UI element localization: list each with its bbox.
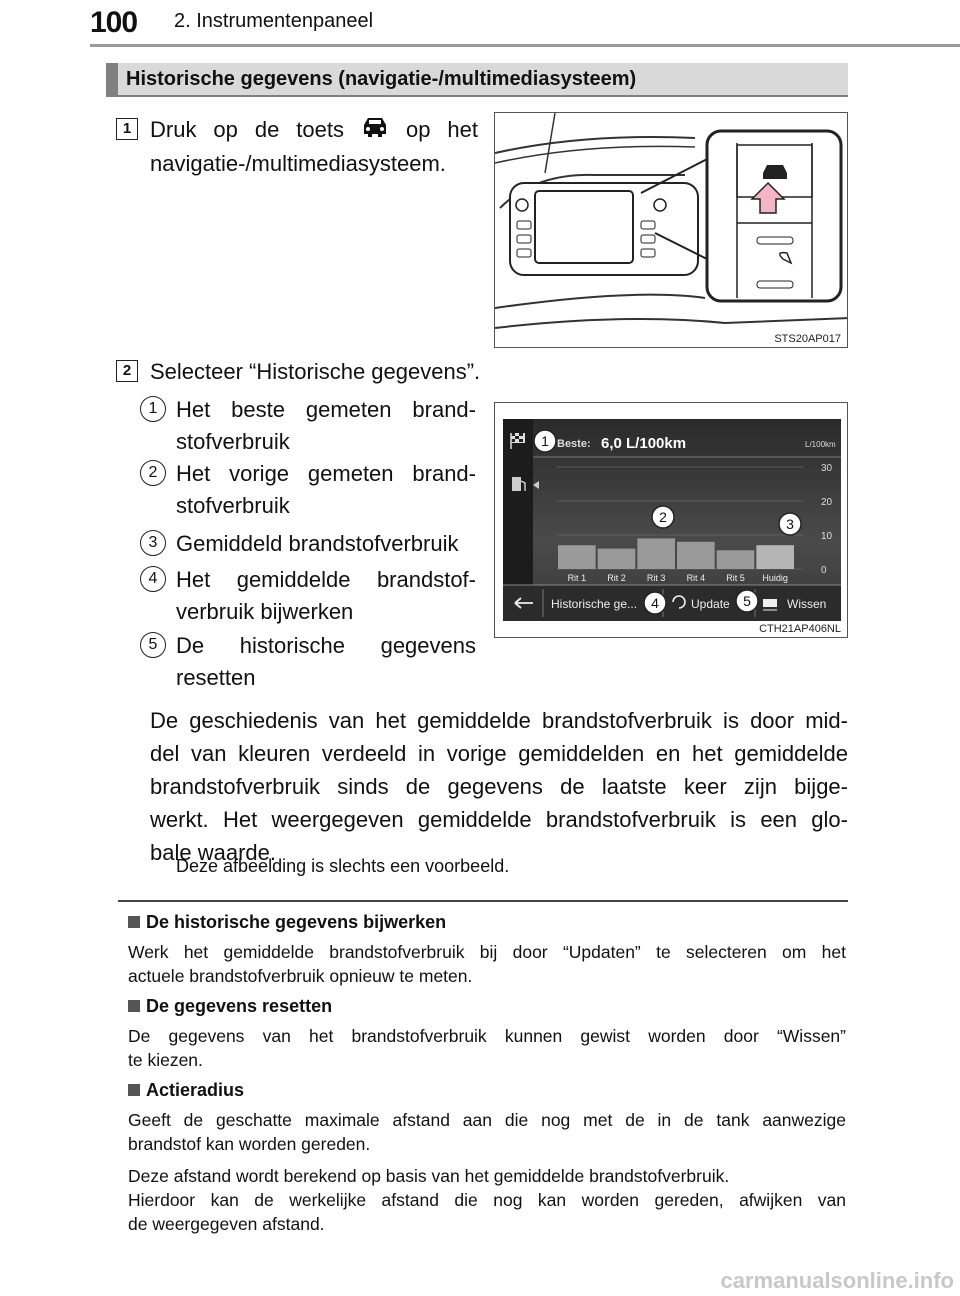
page-number: 100: [90, 6, 138, 39]
list-num-2: 2: [140, 460, 166, 486]
y-tick-label: 0: [821, 565, 827, 576]
square-bullet-icon: [128, 1000, 140, 1012]
section-divider: [118, 900, 848, 902]
clear-button[interactable]: Wissen: [787, 597, 827, 611]
list-num-3: 3: [140, 530, 166, 556]
header-rule: [90, 44, 960, 47]
callout-number-3: 3: [786, 516, 794, 532]
update-button[interactable]: Update: [691, 597, 730, 611]
callout-number-4: 4: [651, 595, 659, 611]
x-tick-label: Rit 4: [686, 573, 706, 583]
example-note: Deze afbeelding is slechts een voorbeeld.: [176, 856, 510, 876]
bar-3: [637, 538, 675, 569]
car-icon: [360, 115, 390, 148]
callout-number-5: 5: [743, 593, 751, 609]
best-value: 6,0 L/100km: [601, 435, 687, 452]
square-bullet-icon: [128, 1084, 140, 1096]
history-screen: [495, 403, 848, 638]
subsection-title-update: De historische gegevens bijwerken: [128, 912, 446, 933]
list-item-5: De historische gegevens resetten: [176, 633, 476, 690]
history-button[interactable]: Historische ge...: [551, 597, 638, 611]
step-2-badge: 2: [116, 360, 138, 382]
side-bar: [503, 419, 533, 585]
best-label: Beste:: [557, 438, 591, 450]
list-item-3: Gemiddeld brandstofverbruik: [176, 531, 459, 556]
list-item-1: Het beste gemeten brand- stofverbruik: [176, 397, 476, 454]
figure-code-2: CTH21AP406NL: [759, 623, 841, 635]
list-item-4: Het gemiddelde brandstof- verbruik bijwerken: [176, 567, 476, 624]
figure-code-1: STS20AP017: [774, 333, 841, 345]
bar-2: [598, 549, 636, 569]
subsection-title-range: Actieradius: [128, 1080, 244, 1101]
square-bullet-icon: [128, 916, 140, 928]
x-tick-label: Rit 5: [726, 573, 745, 583]
subsection-title-reset: De gegevens resetten: [128, 996, 332, 1017]
y-tick-label: 20: [821, 497, 833, 508]
bar-1: [558, 545, 596, 569]
y-tick-label: 30: [821, 463, 833, 474]
dashboard-figure: [494, 112, 848, 348]
subsection-text-range-1: Geeft de geschatte maximale afstand aan die nog met de in de tank aanwezige brandstof kan worden gereden.: [128, 1110, 846, 1154]
chapter-title: 2. Instrumentenpaneel: [174, 10, 374, 32]
bar-6: [756, 545, 794, 569]
x-tick-label: Rit 1: [567, 573, 587, 583]
list-num-5: 5: [140, 632, 166, 658]
watermark: carmanualsonline.info: [720, 1268, 954, 1293]
x-tick-label: Huidig: [762, 573, 788, 583]
bar-5: [717, 550, 755, 569]
step-1-badge: 1: [116, 118, 138, 140]
unit-label: L/100km: [805, 440, 836, 449]
x-tick-label: Rit 2: [607, 573, 626, 583]
subsection-text-range-2: Deze afstand wordt berekend op basis van het gemiddelde brandstofverbruik. Hierdoor kan de werkelijke afstand die nog kan worden gereden, afwijken van de weergegeven afstand.: [128, 1166, 846, 1234]
bar-4: [677, 542, 715, 569]
history-screen-figure: [494, 402, 848, 638]
subsection-text-update: Werk het gemiddelde brandstofverbruik bij door “Updaten” te selecteren om het actuele brandstofverbruik opnieuw te meten.: [128, 942, 846, 986]
description-paragraph: De geschiedenis van het gemiddelde brandstofverbruik is door mid- del van kleuren verdeeld in vorige gemiddelden en het gemiddelde brandstofverbruik sinds de gegevens de laatste keer zijn bijge- werkt. Het weergegeven gemiddelde brandstofverbruik is een glo- bale waarde.: [150, 708, 848, 865]
x-tick-label: Rit 3: [646, 573, 666, 583]
section-title: Historische gegevens (navigatie-/multimediasysteem): [126, 68, 637, 90]
callout-number-2: 2: [659, 509, 667, 525]
y-tick-label: 10: [821, 531, 833, 542]
list-num-4: 4: [140, 566, 166, 592]
callout-number-1: 1: [541, 433, 549, 449]
section-title-bar: [106, 63, 848, 97]
list-item-2: Het vorige gemeten brand- stofverbruik: [176, 461, 476, 518]
dashboard-illustration: [495, 113, 848, 348]
list-num-1: 1: [140, 396, 166, 422]
step-2-text: Selecteer “Historische gegevens”.: [150, 359, 481, 384]
step-1-text: Druk op de toets op het navigatie-/multimediasysteem.: [150, 114, 478, 180]
subsection-text-reset: De gegevens van het brandstofverbruik kunnen gewist worden door “Wissen” te kiezen.: [128, 1026, 846, 1070]
